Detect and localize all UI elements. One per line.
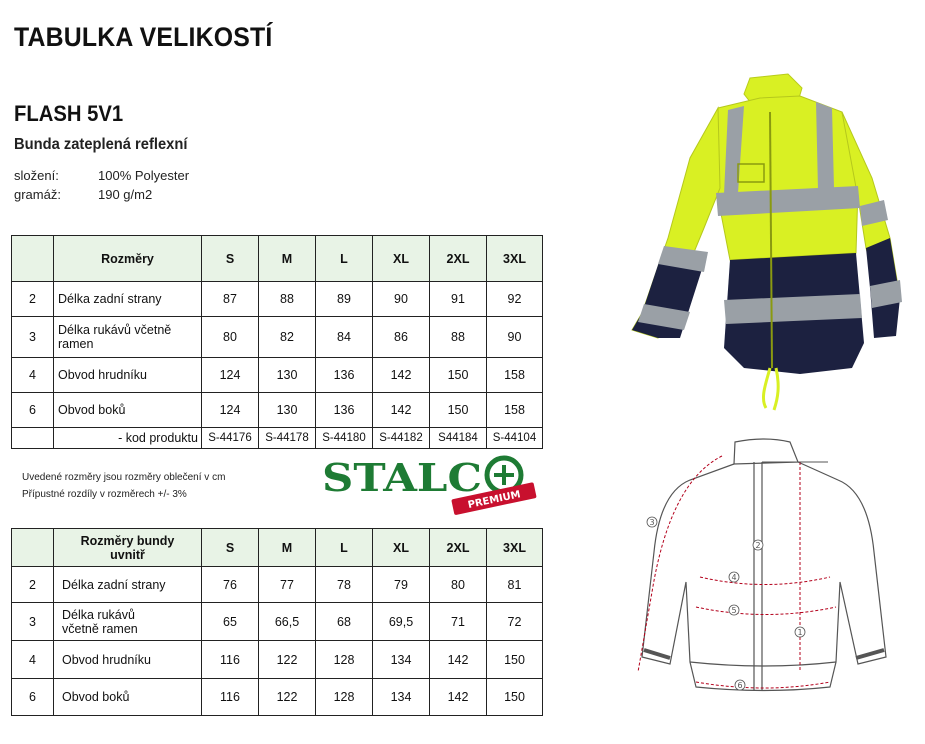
cell-value: 79 xyxy=(373,567,430,603)
cell-value: 82 xyxy=(259,317,316,358)
size-table-inner xyxy=(11,528,543,716)
row-number: 6 xyxy=(12,679,54,716)
table-header-row xyxy=(12,236,543,282)
product-code: S44184 xyxy=(430,428,487,449)
product-code-row xyxy=(12,428,543,449)
table-row xyxy=(12,603,543,641)
row-label: Obvod boků xyxy=(54,393,202,428)
table-row xyxy=(12,317,543,358)
marker-label: 3 xyxy=(649,518,655,527)
row-number: 2 xyxy=(12,282,54,317)
marker-label: 5 xyxy=(731,606,737,615)
cell-value: 158 xyxy=(487,393,543,428)
table-row xyxy=(12,641,543,679)
size-table-outer xyxy=(11,235,543,449)
product-code: S-44176 xyxy=(202,428,259,449)
cell-value: 68 xyxy=(316,603,373,641)
spec-label-composition: složení: xyxy=(14,168,59,183)
cell-value: 71 xyxy=(430,603,487,641)
product-code-label: - kod produktu xyxy=(54,428,202,449)
jacket-measurement-diagram xyxy=(630,432,900,704)
jacket-photo xyxy=(620,68,905,418)
size-header: 2XL xyxy=(430,236,487,282)
spec-value-weight: 190 g/m2 xyxy=(98,187,153,202)
cell-value: 72 xyxy=(487,603,543,641)
cell-value: 150 xyxy=(487,641,543,679)
cell-value: 136 xyxy=(316,358,373,393)
row-label: Délka rukávů včetně ramen xyxy=(54,317,202,358)
cell-value: 116 xyxy=(202,641,259,679)
cell-value: 134 xyxy=(373,641,430,679)
cell-value: 130 xyxy=(259,358,316,393)
cell-value: 84 xyxy=(316,317,373,358)
size-header: S xyxy=(202,236,259,282)
row-label: Obvod hrudníku xyxy=(54,358,202,393)
cell-value: 136 xyxy=(316,393,373,428)
product-code: S-44178 xyxy=(259,428,316,449)
cell-value: 150 xyxy=(430,393,487,428)
table-header-row xyxy=(12,529,543,567)
page-title: TABULKA VELIKOSTÍ xyxy=(14,22,273,52)
spec-value-composition: 100% Polyester xyxy=(98,168,190,183)
cell-value: 122 xyxy=(259,679,316,716)
cell-value: 65 xyxy=(202,603,259,641)
cell-value: 142 xyxy=(373,358,430,393)
marker-label: 4 xyxy=(731,573,737,582)
table-row xyxy=(12,358,543,393)
cell-value: 69,5 xyxy=(373,603,430,641)
cell-value: 76 xyxy=(202,567,259,603)
row-number: 4 xyxy=(12,641,54,679)
product-name: FLASH 5V1 xyxy=(14,101,124,126)
size-header: XL xyxy=(373,529,430,567)
cell-value: 124 xyxy=(202,358,259,393)
cell-value: 81 xyxy=(487,567,543,603)
cell-value: 90 xyxy=(487,317,543,358)
size-header: 3XL xyxy=(487,236,543,282)
size-header: S xyxy=(202,529,259,567)
cell-value: 80 xyxy=(430,567,487,603)
row-number: 4 xyxy=(12,358,54,393)
cell-value: 90 xyxy=(373,282,430,317)
note-tolerance: Přípustné rozdíly v rozměrech +/- 3% xyxy=(22,489,187,500)
size-header: M xyxy=(259,236,316,282)
row-label: Obvod hrudníku xyxy=(54,641,202,679)
size-header: 3XL xyxy=(487,529,543,567)
stalco-logo xyxy=(322,453,544,515)
cell-value: 88 xyxy=(430,317,487,358)
table-row xyxy=(12,282,543,317)
cell-value: 130 xyxy=(259,393,316,428)
cell-value: 122 xyxy=(259,641,316,679)
cell-value: 142 xyxy=(430,679,487,716)
cell-value: 66,5 xyxy=(259,603,316,641)
logo-text: STALC xyxy=(322,455,482,500)
spec-label-weight: gramáž: xyxy=(14,187,61,202)
cell-value: 116 xyxy=(202,679,259,716)
cell-value: 87 xyxy=(202,282,259,317)
marker-label: 1 xyxy=(797,628,803,637)
product-code: S-44182 xyxy=(373,428,430,449)
cell-value: 78 xyxy=(316,567,373,603)
product-subtitle: Bunda zateplená reflexní xyxy=(14,136,188,153)
premium-badge-text: PREMIUM xyxy=(466,489,522,512)
row-label: Délka rukávů včetně ramen xyxy=(54,603,202,641)
cell-value: 142 xyxy=(430,641,487,679)
cell-value: 89 xyxy=(316,282,373,317)
header-num-cell xyxy=(12,236,54,282)
row-label: Obvod boků xyxy=(54,679,202,716)
size-header: XL xyxy=(373,236,430,282)
cell-value: 150 xyxy=(430,358,487,393)
cell-value: 91 xyxy=(430,282,487,317)
row-label: Délka zadní strany xyxy=(54,282,202,317)
code-num-cell xyxy=(12,428,54,449)
product-code: S-44180 xyxy=(316,428,373,449)
row-number: 2 xyxy=(12,567,54,603)
cell-value: 88 xyxy=(259,282,316,317)
row-number: 3 xyxy=(12,603,54,641)
cell-value: 128 xyxy=(316,641,373,679)
cell-value: 150 xyxy=(487,679,543,716)
header-num-cell xyxy=(12,529,54,567)
cell-value: 92 xyxy=(487,282,543,317)
cell-value: 124 xyxy=(202,393,259,428)
marker-label: 2 xyxy=(755,541,761,550)
note-dimensions: Uvedené rozměry jsou rozměry oblečení v cm xyxy=(22,472,226,483)
row-number: 3 xyxy=(12,317,54,358)
cell-value: 158 xyxy=(487,358,543,393)
table-row xyxy=(12,679,543,716)
row-number: 6 xyxy=(12,393,54,428)
table-row xyxy=(12,567,543,603)
header-label: Rozměry xyxy=(54,236,202,282)
cell-value: 128 xyxy=(316,679,373,716)
cell-value: 80 xyxy=(202,317,259,358)
size-header: L xyxy=(316,236,373,282)
size-header: 2XL xyxy=(430,529,487,567)
size-header: M xyxy=(259,529,316,567)
product-code: S-44104 xyxy=(487,428,543,449)
cell-value: 86 xyxy=(373,317,430,358)
cell-value: 77 xyxy=(259,567,316,603)
table-row xyxy=(12,393,543,428)
row-label: Délka zadní strany xyxy=(54,567,202,603)
size-header: L xyxy=(316,529,373,567)
cell-value: 142 xyxy=(373,393,430,428)
cell-value: 134 xyxy=(373,679,430,716)
marker-label: 6 xyxy=(737,681,743,690)
header-label: Rozměry bundy uvnitř xyxy=(54,529,202,567)
